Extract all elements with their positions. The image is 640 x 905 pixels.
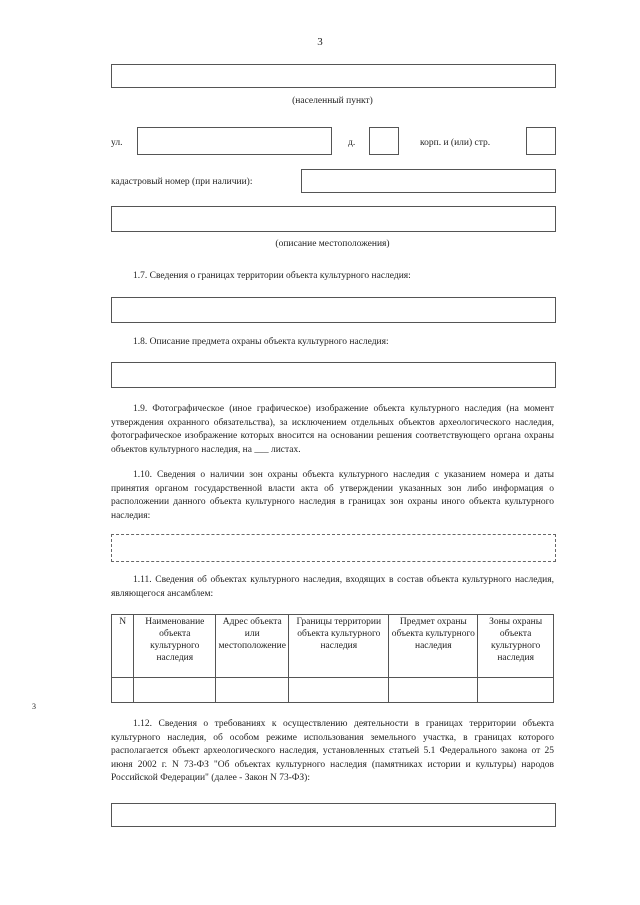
page-number: 3 [317,36,323,48]
building-field[interactable] [526,127,556,155]
col-header-boundaries: Границы территории объекта культурного наследия [289,615,389,678]
col-header-name: Наименование объекта культурного наследия [134,615,216,678]
col-header-number: N [112,615,134,678]
building-label: корп. и (или) стр. [420,138,491,148]
table-header-row [112,615,554,678]
street-label: ул. [111,138,123,148]
section-1-8: 1.8. Описание предмета охраны объекта культурного наследия: [133,337,389,347]
protection-zones-field[interactable] [111,534,556,562]
house-field[interactable] [369,127,399,155]
cadastral-field[interactable] [301,169,556,193]
col-header-address: Адрес объекта или местоположение [216,615,289,678]
table-cell[interactable] [478,678,554,703]
street-field[interactable] [137,127,332,155]
table-row [112,678,554,703]
settlement-field[interactable] [111,64,556,88]
territory-boundaries-field[interactable] [111,297,556,323]
table-cell[interactable] [112,678,134,703]
table-cell[interactable] [389,678,478,703]
table-cell[interactable] [134,678,216,703]
section-1-10: 1.10. Сведения о наличии зон охраны объекта культурного наследия с указанием номера и даты принятия органом государственной власти акта об утверждении указанных зон либо информация о расположении данного объекта культурного наследия в границах зон охраны иного объекта культурного наследия: [111,470,554,521]
protection-subject-field[interactable] [111,362,556,388]
col-header-zones: Зоны охраны объекта культурного наследия [478,615,554,678]
activity-requirements-field[interactable] [111,803,556,827]
col-header-subject: Предмет охраны объекта культурного наследия [389,615,478,678]
margin-mark: 3 [32,702,36,711]
location-field[interactable] [111,206,556,232]
table-cell[interactable] [289,678,389,703]
section-1-7: 1.7. Сведения о границах территории объекта культурного наследия: [133,271,411,281]
section-1-11: 1.11. Сведения об объектах культурного наследия, входящих в состав объекта культурного наследия, являющегося ансамблем: [111,575,554,599]
ensemble-table [111,614,554,703]
section-1-12: 1.12. Сведения о требованиях к осуществлению деятельности в границах территории объекта культурного наследия, об особом режиме использования земельного участка, в границах которого располагается объект археологического наследия, установленных статьей 5.1 Федерального закона от 25 июня 2002 г. N 73-ФЗ "Об объектах культурного наследия (памятниках истории и культуры) народов Российской Федерации" (далее - Закон N 73-ФЗ): [111,719,554,783]
cadastral-label: кадастровый номер (при наличии): [111,177,253,187]
location-caption: (описание местоположения) [275,239,390,249]
settlement-caption: (населенный пункт) [292,96,373,106]
section-1-9: 1.9. Фотографическое (иное графическое) изображение объекта культурного наследия (на момент утверждения охранного обязательства), за исключением отдельных объектов археологического наследия, фотографическое изображение которых вносится на основании решения соответствующего органа охраны объектов культурного наследия, на ___ листах. [111,404,554,455]
table-cell[interactable] [216,678,289,703]
house-label: д. [348,138,356,148]
